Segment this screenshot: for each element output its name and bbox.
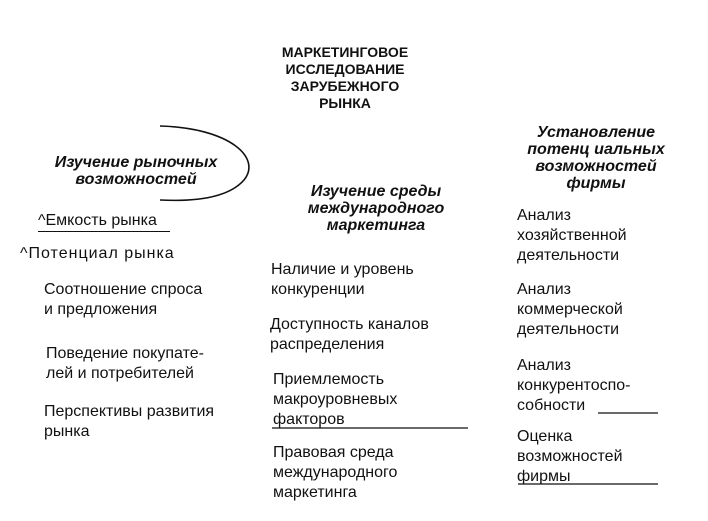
right-item-commercial-analysis: Анализ коммерческой деятельности bbox=[517, 281, 623, 338]
left-item-potential: ^Потенциал рынка bbox=[20, 245, 175, 262]
right-heading: Установление потенц иальных возможностей фирмы bbox=[527, 124, 665, 192]
left-item-capacity: ^Емкость рынка bbox=[38, 211, 170, 232]
middle-item-competition: Наличие и уровень конкуренции bbox=[271, 261, 414, 298]
right-item-competitiveness: Анализ конкурентоспо- собности bbox=[517, 357, 631, 414]
left-heading: Изучение рыночных возможностей bbox=[54, 154, 218, 188]
middle-item-channels: Доступность каналов распределения bbox=[270, 316, 429, 353]
right-item-economic-analysis: Анализ хозяйственной деятельности bbox=[517, 207, 627, 264]
left-item-consumer-behavior: Поведение покупате- лей и потребителей bbox=[46, 345, 204, 382]
middle-item-legal-environment: Правовая среда международного маркетинга bbox=[273, 444, 398, 501]
middle-item-macro-factors: Приемлемость макроуровневых факторов bbox=[273, 371, 398, 428]
middle-heading: Изучение среды международного маркетинга bbox=[307, 183, 445, 234]
left-item-market-prospects: Перспективы развития рынка bbox=[44, 403, 215, 440]
right-item-firm-capabilities: Оценка возможностей фирмы bbox=[517, 428, 623, 485]
diagram-title: МАРКЕТИНГОВОЕ ИССЛЕДОВАНИЕ ЗАРУБЕЖНОГО РЫНКА bbox=[281, 44, 409, 111]
left-item-supply-demand: Соотношение спроса и предложения bbox=[44, 281, 203, 318]
